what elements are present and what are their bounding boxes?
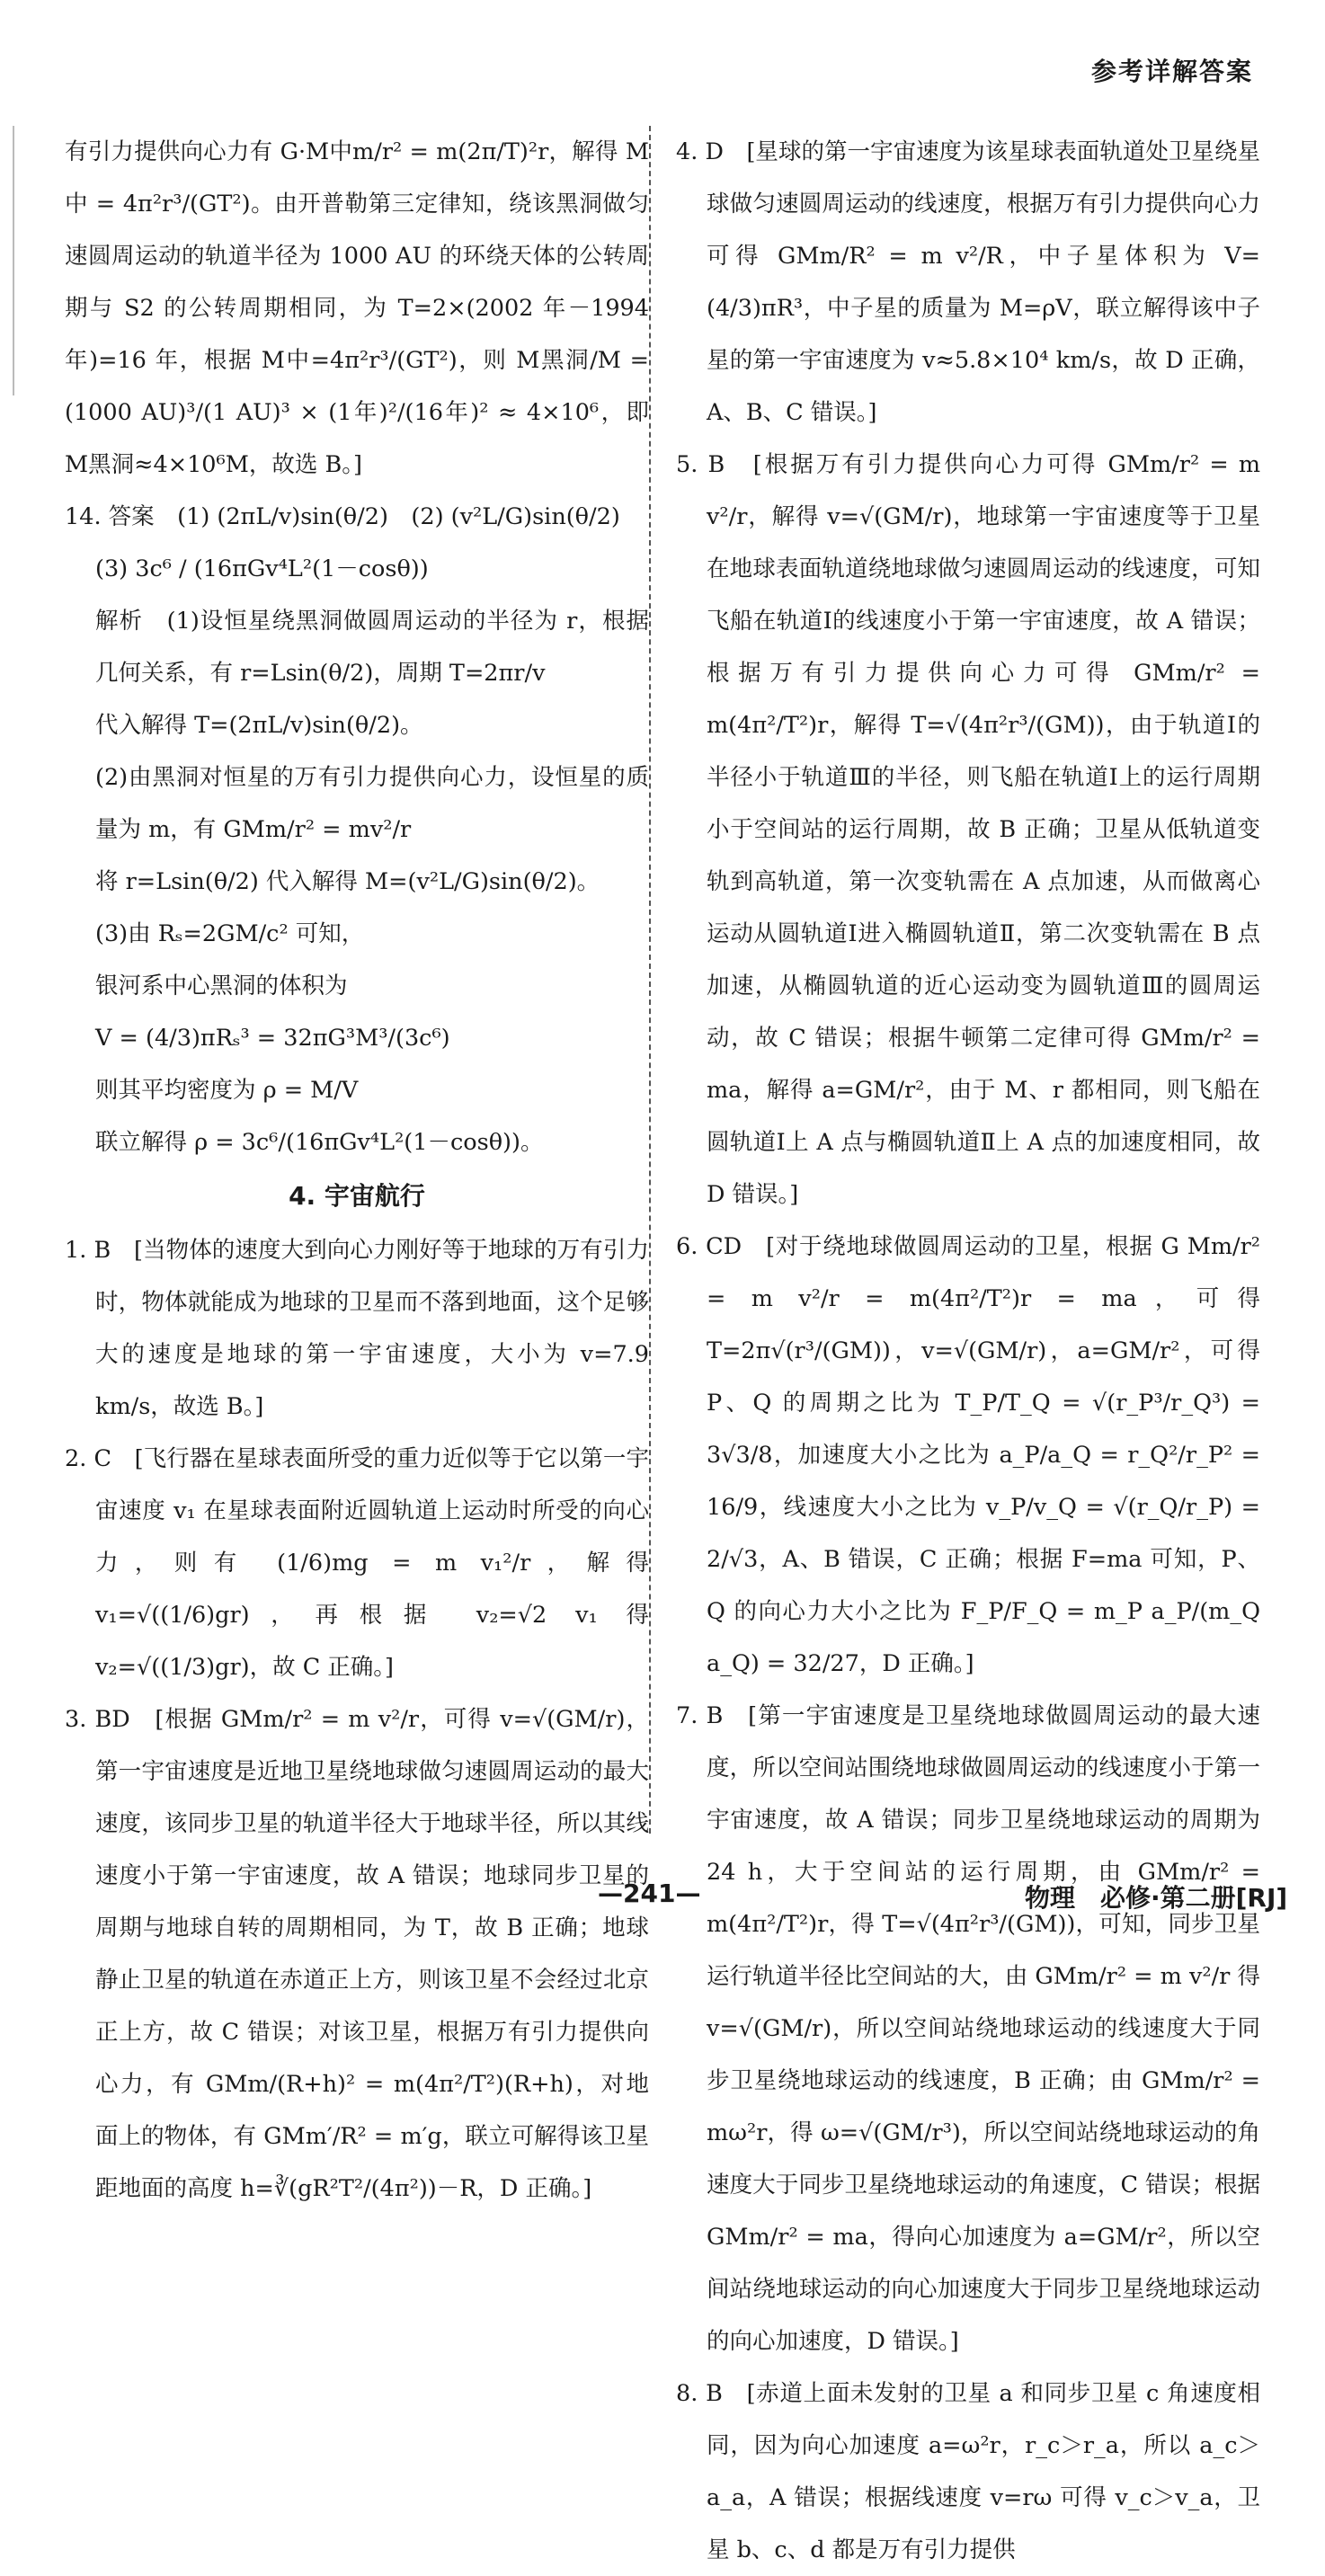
answer-paragraph: 14. 答案 (1) (2πL/v)sin(θ/2) (2) (v²L/G)sin(θ/2) xyxy=(65,503,620,530)
book-title: 物理 必修·第二册[RJ] xyxy=(1025,1883,1288,1913)
answer-paragraph: 8. B [赤道上面未发射的卫星 a 和同步卫星 c 角速度相同，因为向心加速度 a=ω²r，r_c＞r_a，所以 a_c＞a_a，A 错误；根据线速度 v=rω 可得 v_c＞v_a，卫星 b、c、d 都是万有引力提供 xyxy=(676,2380,1261,2563)
answer-paragraph: (3)由 Rₛ=2GM/c² 可知， xyxy=(95,920,365,947)
answer-paragraph: 则其平均密度为 ρ = M/V xyxy=(95,1077,359,1104)
margin-line xyxy=(13,126,14,395)
answer-paragraph: 2. C [飞行器在星球表面所受的重力近似等于它以第一宇宙速度 v₁ 在星球表面附近圆轨道上运动时所受的向心力，则有 (1/6)mg = m v₁²/r，解得 v₁=√((1/6)gr)，再根据 v₂=√2 v₁ 得 v₂=√((1/3)gr)，故 C 正确。] xyxy=(65,1445,649,1681)
answer-paragraph: 有引力提供向心力有 G·M中m/r² = m(2π/T)²r，解得 M中 = 4π²r³/(GT²)。由开普勒第三定律知，绕该黑洞做匀速圆周运动的轨道半径为 1000 AU 的环绕天体的公转周期与 S2 的公转周期相同，为 T=2×(2002 年－1994 年)=16 年，根据 M中=4π²r³/(GT²)，则 M黑洞/M = (1000 AU)³/(1 AU)³ × (1年)²/(16年)² ≈ 4×10⁶，即 M黑洞≈4×10⁶M，故选 B。] xyxy=(65,138,649,478)
answer-paragraph: 3. BD [根据 GMm/r² = m v²/r，可得 v=√(GM/r)，第一宇宙速度是近地卫星绕地球做匀速圆周运动的最大速度，该同步卫星的轨道半径大于地球半径，所以其线速度小于第一宇宙速度，故 A 错误；地球同步卫星的周期与地球自转的周期相同，为 T，故 B 正确；地球静止卫星的轨道在赤道正上方，则该卫星不会经过北京正上方，故 C 错误；对该卫星，根据万有引力提供向心力，有 GMm/(R+h)² = m(4π²/T²)(R+h)，对地面上的物体，有 GMm′/R² = m′g，联立可解得该卫星距地面的高度 h=∛(gR²T²/(4π²))－R，D 正确。] xyxy=(65,1706,649,2202)
answer-paragraph: 代入解得 T=(2πL/v)sin(θ/2)。 xyxy=(95,712,423,739)
right-column xyxy=(676,126,1260,2576)
answer-paragraph: (3) 3c⁶ / (16πGv⁴L²(1－cosθ)) xyxy=(95,555,429,582)
answer-paragraph: (2)由黑洞对恒星的万有引力提供向心力，设恒星的质量为 m，有 GMm/r² = mv²/r xyxy=(95,764,649,843)
answer-paragraph: 4. D [星球的第一宇宙速度为该星球表面轨道处卫星绕星球做匀速圆周运动的线速度，根据万有引力提供向心力可得 GMm/R² = m v²/R，中子星体积为 V=(4/3)πR³，中子星的质量为 M=ρV，联立解得该中子星的第一宇宙速度为 v≈5.8×10⁴ km/s，故 D 正确，A、B、C 错误。] xyxy=(676,138,1260,426)
section-title: 4. 宇宙航行 xyxy=(289,1181,425,1211)
page-header: 参考详解答案 xyxy=(1090,57,1253,86)
column-divider xyxy=(649,126,651,1834)
answer-paragraph: 解析 (1)设恒星绕黑洞做圆周运动的半径为 r，根据几何关系，有 r=Lsin(θ/2)，周期 T=2πr/v xyxy=(95,608,649,687)
answer-paragraph: 1. B [当物体的速度大到向心力刚好等于地球的万有引力时，物体就能成为地球的卫星而不落到地面，这个足够大的速度是地球的第一宇宙速度，大小为 v=7.9 km/s，故选 B。] xyxy=(65,1237,649,1420)
answer-paragraph: 7. B [第一宇宙速度是卫星绕地球做圆周运动的最大速度，所以空间站围绕地球做圆周运动的线速度小于第一宇宙速度，故 A 错误；同步卫星绕地球运动的周期为 24 h，大于空间站的运行周期，由 GMm/r² = m(4π²/T²)r，得 T=√(4π²r³/(GM))，可知，同步卫星运行轨道半径比空间站的大，由 GMm/r² = m v²/r 得 v=√(GM/r)，所以空间站绕地球运动的线速度大于同步卫星绕地球运动的线速度，B 正确；由 GMm/r² = mω²r，得 ω=√(GM/r³)，所以空间站绕地球运动的角速度大于同步卫星绕地球运动的角速度，C 错误；根据 GMm/r² = ma，得向心加速度为 a=GM/r²，所以空间站绕地球运动的向心加速度大于同步卫星绕地球运动的向心加速度，D 错误。] xyxy=(676,1702,1260,2355)
answer-paragraph: V = (4/3)πRₛ³ = 32πG³M³/(3c⁶) xyxy=(95,1025,450,1052)
answer-paragraph: 5. B [根据万有引力提供向心力可得 GMm/r² = m v²/r，解得 v=√(GM/r)，地球第一宇宙速度等于卫星在地球表面轨道绕地球做匀速圆周运动的线速度，可知飞船在轨道Ⅰ的线速度小于第一宇宙速度，故 A 错误；根据万有引力提供向心力可得 GMm/r² = m(4π²/T²)r，解得 T=√(4π²r³/(GM))，由于轨道Ⅰ的半径小于轨道Ⅲ的半径，则飞船在轨道Ⅰ上的运行周期小于空间站的运行周期，故 B 正确；卫星从低轨道变轨到高轨道，第一次变轨需在 A 点加速，从而做离心运动从圆轨道Ⅰ进入椭圆轨道Ⅱ，第二次变轨需在 B 点加速，从椭圆轨道的近心运动变为圆轨道Ⅲ的圆周运动，故 C 错误；根据牛顿第二定律可得 GMm/r² = ma，解得 a=GM/r²，由于 M、r 都相同，则飞船在圆轨道Ⅰ上 A 点与椭圆轨道Ⅱ上 A 点的加速度相同，故 D 错误。] xyxy=(676,451,1260,1208)
answer-paragraph: 银河系中心黑洞的体积为 xyxy=(95,973,348,999)
answer-paragraph: 联立解得 ρ = 3c⁶/(16πGv⁴L²(1－cosθ))。 xyxy=(95,1129,544,1156)
left-column xyxy=(65,126,649,2215)
page-number: —241— xyxy=(598,1879,701,1908)
answer-paragraph: 6. CD [对于绕地球做圆周运动的卫星，根据 G Mm/r² = m v²/r = m(4π²/T²)r = ma，可得 T=2π√(r³/(GM))，v=√(GM/r)，a=GM/r²，可得 P、Q 的周期之比为 T_P/T_Q = √(r_P³/r_Q³) = 3√3/8，加速度大小之比为 a_P/a_Q = r_Q²/r_P² = 16/9，线速度大小之比为 v_P/v_Q = √(r_Q/r_P) = 2/√3，A、B 错误，C 正确；根据 F=ma 可知，P、Q 的向心力大小之比为 F_P/F_Q = m_P a_P/(m_Q a_Q) = 32/27，D 正确。] xyxy=(676,1233,1260,1677)
answer-paragraph: 将 r=Lsin(θ/2) 代入解得 M=(v²L/G)sin(θ/2)。 xyxy=(95,868,600,895)
